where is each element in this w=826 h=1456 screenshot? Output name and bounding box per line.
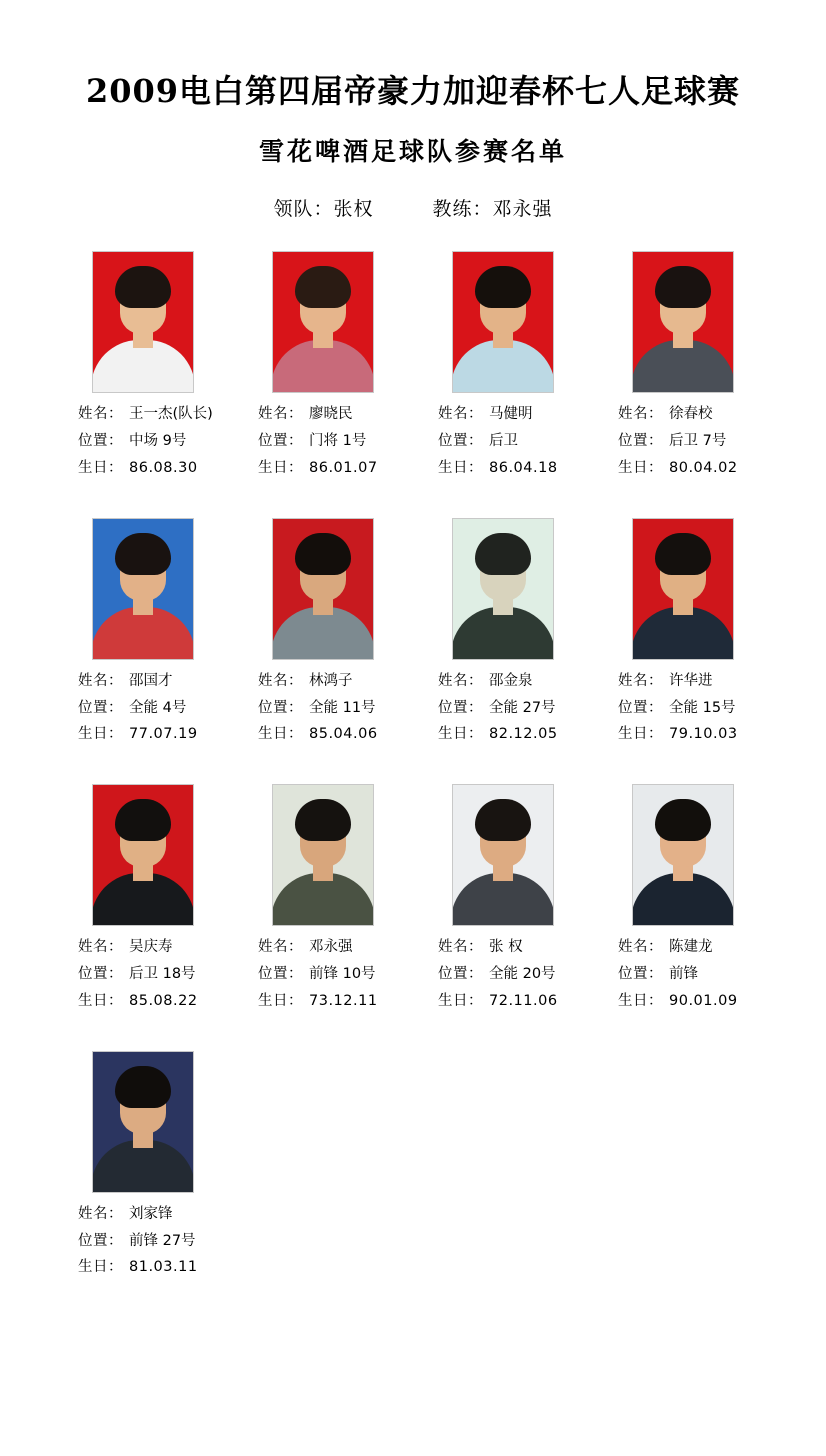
player-info: [258, 668, 378, 748]
player-position: 全能 27号: [489, 699, 556, 716]
player-birthday-label: 生日：: [618, 460, 663, 477]
player-name-line: [78, 668, 198, 695]
player-name: 邓永强: [309, 939, 353, 956]
player-position-line: [618, 428, 738, 455]
player-card: [78, 518, 248, 748]
team-coach: [433, 194, 553, 221]
player-name-line: [78, 401, 213, 428]
player-position-line: [618, 961, 738, 988]
photo-hair: [115, 533, 171, 575]
player-card: [618, 251, 788, 481]
player-position: 后卫 7号: [669, 433, 727, 450]
photo-hair: [295, 533, 351, 575]
player-position-line: [258, 695, 378, 722]
player-birthday-label: 生日：: [438, 726, 483, 743]
player-birthday-label: 生日：: [258, 460, 303, 477]
player-birthday-label: 生日：: [78, 1259, 123, 1276]
player-position: 全能 20号: [489, 966, 556, 983]
player-position-label: 位置：: [78, 966, 123, 983]
player-photo: [632, 784, 734, 926]
player-birthday-line: [438, 988, 558, 1015]
player-birthday: 86.01.07: [309, 460, 378, 477]
photo-hair: [475, 799, 531, 841]
player-position-line: [78, 428, 213, 455]
player-birthday: 82.12.05: [489, 726, 558, 743]
player-photo: [92, 251, 194, 393]
player-name: 吴庆寿: [129, 939, 173, 956]
player-position-label: 位置：: [438, 433, 483, 450]
photo-hair: [475, 533, 531, 575]
photo-hair: [295, 266, 351, 308]
player-position-label: 位置：: [438, 966, 483, 983]
staff-row: [0, 194, 826, 221]
player-grid: [0, 251, 826, 1281]
player-info: [618, 934, 738, 1014]
player-card: [438, 251, 608, 481]
photo-neck: [493, 865, 513, 881]
team-coach-label: 教练：: [432, 198, 493, 221]
player-birthday-label: 生日：: [78, 992, 123, 1009]
photo-hair: [475, 266, 531, 308]
page-subtitle: 雪花啤酒足球队参赛名单: [258, 137, 567, 167]
player-name: 徐春校: [669, 406, 713, 423]
player-position: 全能 15号: [669, 699, 736, 716]
player-name: 邵金泉: [489, 672, 533, 689]
player-birthday: 72.11.06: [489, 992, 558, 1009]
player-name-label: 姓名：: [78, 1205, 123, 1222]
player-photo: [92, 518, 194, 660]
player-name: 廖晓民: [309, 406, 353, 423]
player-name-line: [258, 934, 378, 961]
player-position: 门将 1号: [309, 433, 367, 450]
player-birthday: 79.10.03: [669, 726, 738, 743]
player-birthday: 73.12.11: [309, 992, 378, 1009]
player-name-label: 姓名：: [78, 406, 123, 423]
player-position-line: [438, 695, 558, 722]
photo-neck: [673, 332, 693, 348]
player-info: [78, 668, 198, 748]
player-position-line: [78, 961, 198, 988]
player-info: [618, 668, 738, 748]
player-card: [618, 518, 788, 748]
player-info: [618, 401, 738, 481]
player-photo: [452, 784, 554, 926]
player-position: 前锋: [669, 966, 698, 983]
player-name-line: [78, 1201, 198, 1228]
player-name: 刘家锋: [129, 1205, 173, 1222]
player-name-label: 姓名：: [438, 406, 483, 423]
player-name-line: [438, 934, 558, 961]
player-photo: [272, 518, 374, 660]
photo-neck: [133, 1132, 153, 1148]
player-photo: [452, 251, 554, 393]
player-info: [438, 934, 558, 1014]
player-name-line: [258, 401, 378, 428]
player-position-label: 位置：: [618, 433, 663, 450]
team-leader-label: 领队：: [273, 198, 334, 221]
player-birthday: 86.08.30: [129, 460, 198, 477]
player-name-line: [438, 668, 558, 695]
player-position-label: 位置：: [78, 699, 123, 716]
player-card: [78, 1051, 248, 1281]
player-photo: [272, 784, 374, 926]
player-name-label: 姓名：: [618, 406, 663, 423]
player-birthday-line: [78, 988, 198, 1015]
player-birthday: 85.08.22: [129, 992, 198, 1009]
player-birthday-line: [618, 455, 738, 482]
player-name-label: 姓名：: [78, 939, 123, 956]
player-birthday-line: [438, 455, 558, 482]
player-info: [258, 401, 378, 481]
player-name: 王一杰(队长): [129, 406, 213, 423]
player-photo: [92, 1051, 194, 1193]
player-position-line: [618, 695, 738, 722]
player-position: 后卫: [489, 433, 518, 450]
player-card: [258, 251, 428, 481]
player-info: [438, 668, 558, 748]
player-name-label: 姓名：: [438, 939, 483, 956]
player-position: 前锋 10号: [309, 966, 376, 983]
player-position-line: [78, 695, 198, 722]
player-card: [78, 251, 248, 481]
player-position-line: [78, 1228, 198, 1255]
photo-neck: [673, 599, 693, 615]
player-position-line: [438, 428, 558, 455]
player-birthday: 85.04.06: [309, 726, 378, 743]
player-birthday-label: 生日：: [258, 726, 303, 743]
player-position: 全能 4号: [129, 699, 187, 716]
player-name: 陈建龙: [669, 939, 713, 956]
player-card: [438, 518, 608, 748]
photo-neck: [313, 865, 333, 881]
player-photo: [632, 518, 734, 660]
player-info: [78, 1201, 198, 1281]
player-position-label: 位置：: [78, 1232, 123, 1249]
player-position-line: [438, 961, 558, 988]
team-leader-name: 张权: [333, 198, 374, 221]
photo-neck: [133, 332, 153, 348]
photo-neck: [493, 599, 513, 615]
player-card: [258, 518, 428, 748]
player-position-label: 位置：: [78, 433, 123, 450]
player-name-line: [78, 934, 198, 961]
player-card: [438, 784, 608, 1014]
player-position-line: [258, 428, 378, 455]
photo-neck: [493, 332, 513, 348]
player-birthday-line: [258, 988, 378, 1015]
page-title: 2009电白第四届帝豪力加迎春杯七人足球赛: [85, 72, 741, 110]
player-birthday-label: 生日：: [78, 726, 123, 743]
player-position-line: [258, 961, 378, 988]
player-name-label: 姓名：: [438, 672, 483, 689]
player-photo: [272, 251, 374, 393]
photo-hair: [655, 266, 711, 308]
player-position-label: 位置：: [618, 966, 663, 983]
player-info: [78, 401, 213, 481]
player-birthday: 81.03.11: [129, 1259, 198, 1276]
player-position-label: 位置：: [438, 699, 483, 716]
player-birthday-line: [78, 721, 198, 748]
player-position: 中场 9号: [129, 433, 187, 450]
player-name: 邵国才: [129, 672, 173, 689]
player-name-label: 姓名：: [258, 672, 303, 689]
player-info: [258, 934, 378, 1014]
player-name-label: 姓名：: [618, 939, 663, 956]
photo-hair: [115, 799, 171, 841]
player-name: 林鸿子: [309, 672, 353, 689]
player-birthday-label: 生日：: [258, 992, 303, 1009]
player-name-line: [618, 401, 738, 428]
player-name: 张 权: [489, 939, 523, 956]
player-position: 前锋 27号: [129, 1232, 196, 1249]
photo-neck: [133, 865, 153, 881]
photo-neck: [673, 865, 693, 881]
player-position-label: 位置：: [258, 699, 303, 716]
player-birthday-label: 生日：: [618, 726, 663, 743]
player-name-label: 姓名：: [618, 672, 663, 689]
player-birthday-label: 生日：: [618, 992, 663, 1009]
player-position-label: 位置：: [258, 433, 303, 450]
player-photo: [632, 251, 734, 393]
player-name: 许华进: [669, 672, 713, 689]
player-birthday-line: [78, 1254, 198, 1281]
player-position-label: 位置：: [618, 699, 663, 716]
player-name-label: 姓名：: [258, 939, 303, 956]
player-birthday: 90.01.09: [669, 992, 738, 1009]
player-birthday: 86.04.18: [489, 460, 558, 477]
player-photo: [92, 784, 194, 926]
player-birthday-line: [618, 721, 738, 748]
player-name-label: 姓名：: [258, 406, 303, 423]
player-birthday-label: 生日：: [438, 992, 483, 1009]
player-birthday: 80.04.02: [669, 460, 738, 477]
player-name-line: [618, 668, 738, 695]
photo-neck: [133, 599, 153, 615]
player-position-label: 位置：: [258, 966, 303, 983]
player-birthday-label: 生日：: [438, 460, 483, 477]
player-birthday-line: [438, 721, 558, 748]
photo-hair: [115, 266, 171, 308]
photo-hair: [655, 799, 711, 841]
player-photo: [452, 518, 554, 660]
team-leader: [273, 194, 373, 221]
player-birthday-line: [618, 988, 738, 1015]
player-card: [78, 784, 248, 1014]
player-birthday-line: [78, 455, 213, 482]
player-birthday-line: [258, 721, 378, 748]
player-name-line: [438, 401, 558, 428]
photo-neck: [313, 332, 333, 348]
photo-neck: [313, 599, 333, 615]
player-name-line: [258, 668, 378, 695]
team-coach-name: 邓永强: [492, 198, 553, 221]
player-card: [258, 784, 428, 1014]
player-info: [438, 401, 558, 481]
player-birthday: 77.07.19: [129, 726, 198, 743]
player-position: 后卫 18号: [129, 966, 196, 983]
player-position: 全能 11号: [309, 699, 376, 716]
photo-hair: [655, 533, 711, 575]
player-name-label: 姓名：: [78, 672, 123, 689]
player-card: [618, 784, 788, 1014]
photo-hair: [115, 1066, 171, 1108]
player-birthday-label: 生日：: [78, 460, 123, 477]
player-name: 马健明: [489, 406, 533, 423]
player-name-line: [618, 934, 738, 961]
photo-hair: [295, 799, 351, 841]
player-birthday-line: [258, 455, 378, 482]
player-info: [78, 934, 198, 1014]
